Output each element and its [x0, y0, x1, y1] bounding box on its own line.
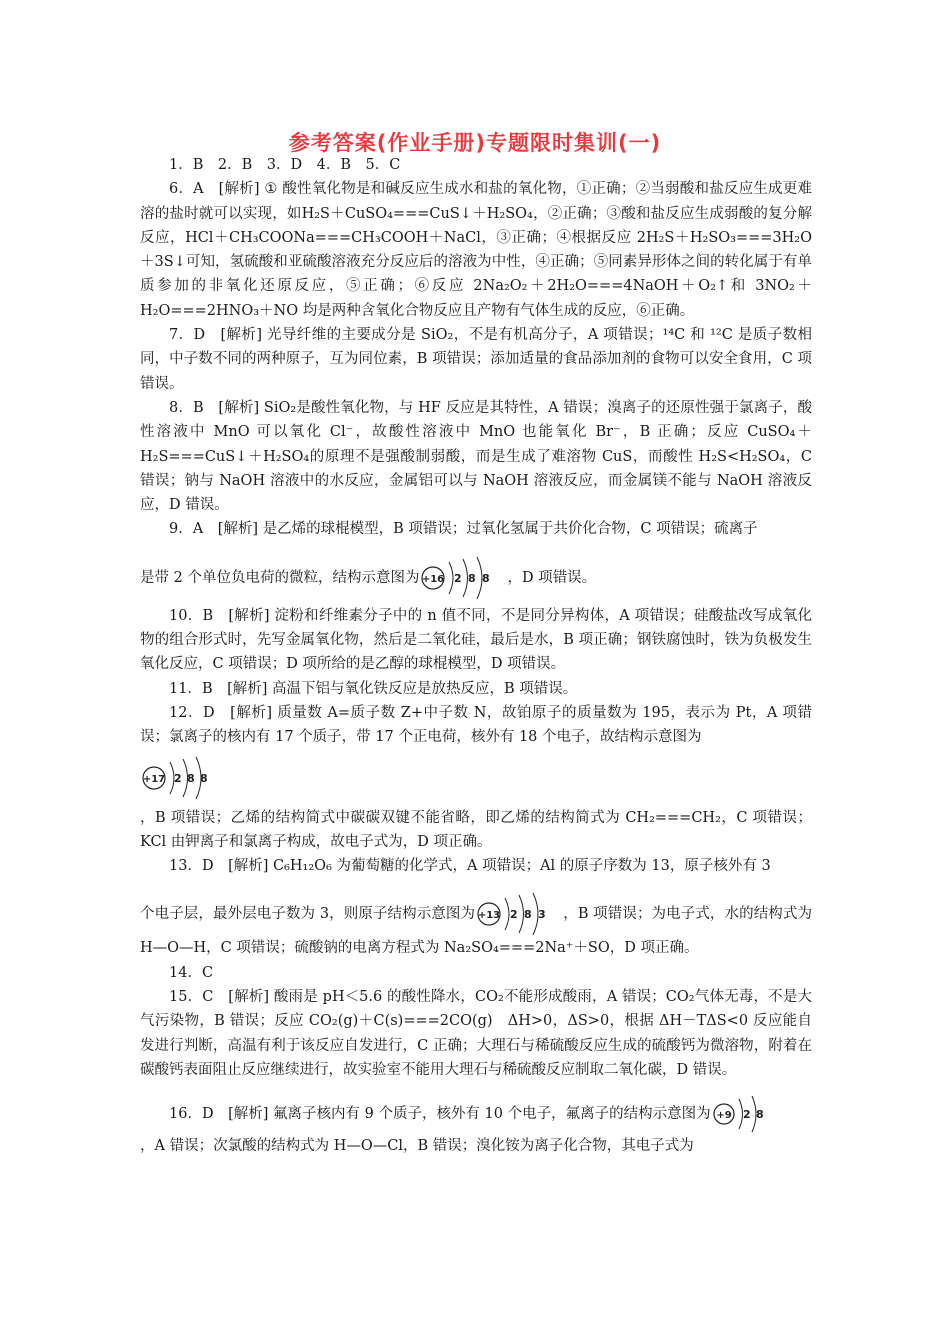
answer-12-text-a: 12．D [解析] 质量数 A=质子数 Z+中子数 N，故铂原子的质量数为 195，表示为 Pt，A 项错误；氯离子的核内有 17 个质子，带 17 个正电荷，核外有 18 个电子，故结构示意图为 [140, 704, 812, 746]
aluminum-shell-1: 2 [510, 908, 518, 922]
answer-1-5: 1．B 2．B 3．D 4．B 5．C [169, 157, 401, 173]
answer-16-line1 [140, 1094, 812, 1134]
answer-content [140, 153, 812, 1159]
answer-15: 15．C [解析] 酸雨是 pH＜5.6 的酸性降水，CO₂不能形成酸雨，A 错误；CO₂气体无毒，不是大气污染物，B 错误；反应 CO₂(g)＋C(s)===2CO(g) ΔH>0，ΔS>0，根据 ΔH－TΔS<0 反应能自发进行判断，高温有利于该反应自发进行，C 正确；大理石与稀硫酸反应生成的硫酸钙为微溶物，附着在碳酸钙表面阻止反应继续进行，故实验室不能用大理石与稀硫酸反应制取二氧化碳，D 错误。 [140, 989, 812, 1078]
aluminum-atom-structure-diagram [475, 892, 563, 936]
answer-13-line2 [140, 892, 812, 960]
answer-9-text-c: ，D 项错误。 [507, 569, 597, 586]
answer-9-text-b: 是带 2 个单位负电荷的微粒，结构示意图为 [140, 569, 420, 586]
answer-10: 10．B [解析] 淀粉和纤维素分子中的 n 值不同，不是同分异构体，A 项错误；硅酸盐改写成氧化物的组合形式时，先写金属氧化物，然后是二氧化硅，最后是水，B 项正确；钢铁腐蚀时，铁为负极发生氧化反应，C 项错误；D 项所给的是乙醇的球棍模型，D 项错误。 [140, 607, 812, 673]
chloride-ion-structure-diagram [140, 750, 812, 806]
chloride-shell-1: 2 [174, 771, 182, 785]
answer-14: 14．C [169, 964, 214, 981]
answer-13-text-a: 13．D [解析] C₆H₁₂O₆ 为葡萄糖的化学式，A 项错误；Al 的原子序数为 13，原子核外有 3 [169, 858, 771, 875]
answer-16-text-b: ，A 错误；次氯酸的结构式为 H—O—Cl，B 错误；溴化铵为离子化合物，其电子式为 [140, 1138, 694, 1155]
spacer [140, 1082, 812, 1094]
answer-13-text-b: 个电子层，最外层电子数为 3，则原子结构示意图为 [140, 906, 476, 923]
chloride-nucleus-label: +17 [142, 773, 166, 785]
sulfide-nucleus-label: +16 [422, 573, 445, 585]
sulfide-ion-structure-diagram [419, 556, 507, 600]
sulfide-shell-2: 8 [468, 571, 477, 585]
answer-9-line2 [140, 556, 812, 600]
chloride-shell-2: 8 [187, 771, 195, 785]
aluminum-shell-2: 8 [524, 908, 532, 922]
sulfide-shell-3: 8 [482, 571, 491, 585]
answer-16-text-a: 16．D [解析] 氟离子核内有 9 个质子，核外有 10 个电子，氟离子的结构示意图为 [169, 1106, 711, 1123]
answer-6: 6．A [解析] ① 酸性氧化物是和碱反应生成水和盐的氧化物，①正确；②当弱酸和盐反应生成更难溶的盐时就可以实现，如H₂S＋CuSO₄===CuS↓＋H₂SO₄，②正确；③酸和盐反应生成弱酸的复分解反应，HCl＋CH₃COONa===CH₃COOH＋NaCl，③正确；④根据反应 2H₂S＋H₂SO₃===3H₂O＋3S↓可知，氢硫酸和亚硫酸溶液充分反应后的溶液为中性，④正确；⑤同素异形体之间的转化属于有单质参加的非氧化还原反应，⑤正确；⑥反应 2Na₂O₂＋2H₂O===4NaOH＋O₂↑和 3NO₂＋H₂O===2HNO₃＋NO 均是两种含氧化合物反应且产物有气体生成的反应，⑥正确。 [140, 181, 812, 319]
sulfide-shell-1: 2 [454, 571, 463, 585]
answer-7: 7．D [解析] 光导纤维的主要成分是 SiO₂，不是有机高分子，A 项错误；¹⁴C 和 ¹²C 是质子数相同，中子数不同的两种原子，互为同位素，B 项错误；添加适量的食品添加剂的食物可以安全食用，C 项错误。 [140, 327, 812, 392]
chloride-shell-3: 8 [200, 771, 208, 785]
answer-12-text-b: ，B 项错误；乙烯的结构简式中碳碳双键不能省略，即乙烯的结构简式为 CH₂===CH₂，C 项错误；KCl 由钾离子和氯离子构成，故电子式为，D 项正确。 [140, 809, 812, 850]
aluminum-nucleus-label: +13 [477, 910, 501, 922]
fluoride-ion-structure-diagram [711, 1094, 775, 1134]
answer-13-text-c: ，B 项错误；为电子式，水的结构式为 H—O—H，C 项错误；硫酸钠的电离方程式为 Na₂SO₄===2Na⁺＋SO，D 项正确。 [140, 906, 813, 957]
answer-11: 11．B [解析] 高温下铝与氧化铁反应是放热反应，B 项错误。 [169, 680, 578, 697]
fluoride-shell-1: 2 [742, 1108, 751, 1122]
page-title: 参考答案(作业手册)专题限时集训(一) [288, 131, 662, 155]
fluoride-nucleus-label: +9 [715, 1110, 732, 1122]
aluminum-shell-3: 3 [538, 908, 546, 922]
fluoride-shell-2: 8 [755, 1108, 764, 1122]
answer-8: 8．B [解析] SiO₂是酸性氧化物，与 HF 反应是其特性，A 错误；溴离子的还原性强于氯离子，酸性溶液中 MnO 可以氧化 Cl⁻，故酸性溶液中 MnO 也能氧化 Br⁻，B 正确；反应 CuSO₄＋H₂S===CuS↓＋H₂SO₄的原理不是强酸制弱酸，而是生成了难溶物 CuS，而酸性 H₂S<H₂SO₄，C 错误；钠与 NaOH 溶液中的水反应，金属铝可以与 NaOH 溶液反应，而金属镁不能与 NaOH 溶液反应，D 错误。 [140, 399, 812, 514]
answer-9-line1: 9．A [解析] 是乙烯的球棍模型，B 项错误；过氧化氢属于共价化合物，C 项错误；硫离子 [169, 521, 758, 538]
